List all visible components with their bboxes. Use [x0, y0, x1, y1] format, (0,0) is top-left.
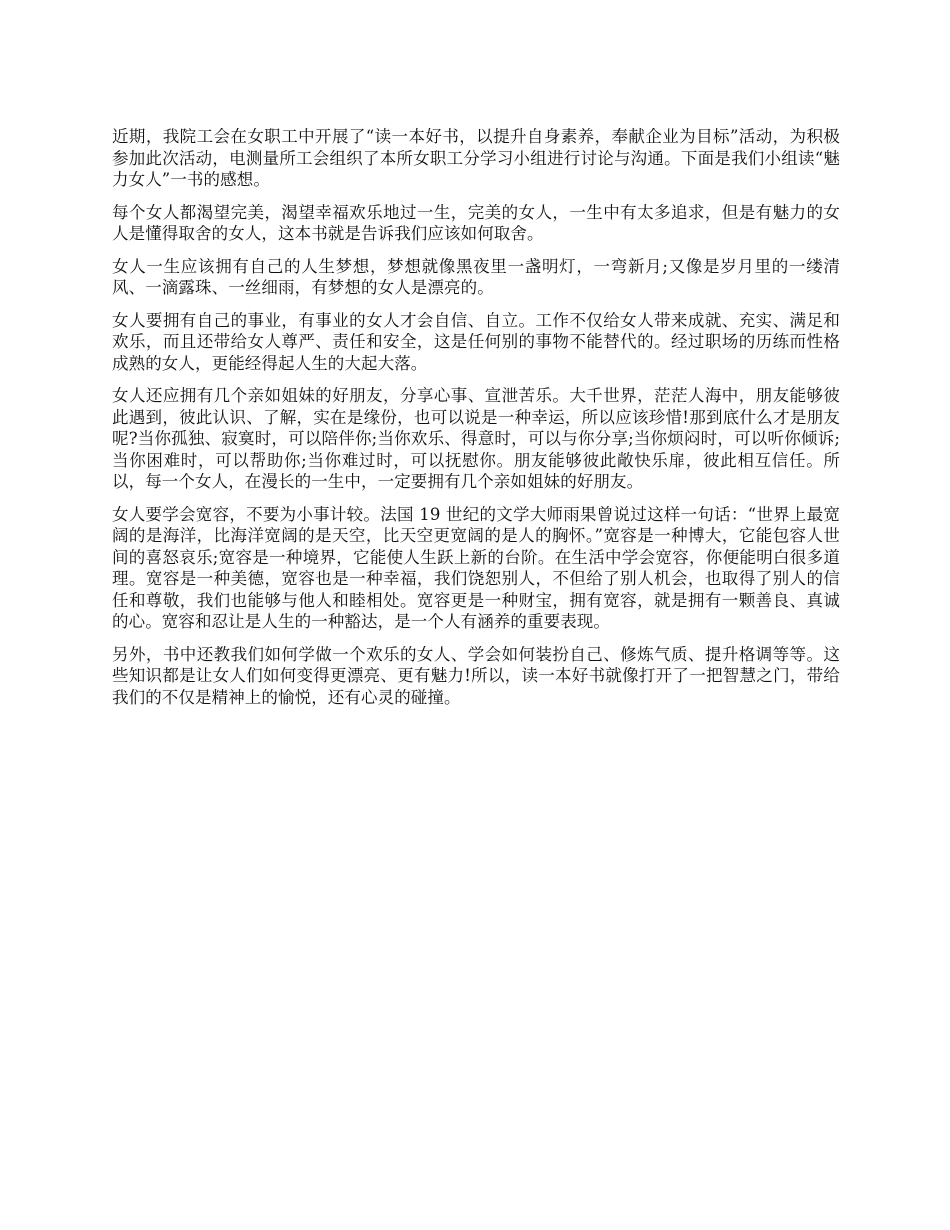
paragraph-career: 女人要拥有自己的事业，有事业的女人才会自信、自立。工作不仅给女人带来成就、充实、满足和欢乐，而且还带给女人尊严、责任和安全，这是任何别的事物不能替代的。经过职场的历练而性格成熟的女人，更能经得起人生的大起大落。 [112, 310, 840, 373]
paragraph-intro: 近期，我院工会在女职工中开展了“读一本好书，以提升自身素养，奉献企业为目标”活动，为积极参加此次活动，电测量所工会组织了本所女职工分学习小组进行讨论与沟通。下面是我们小组读“魅力女人”一书的感想。 [112, 127, 840, 189]
paragraph-tolerance: 女人要学会宽容，不要为小事计较。法国 19 世纪的文学大师雨果曾说过这样一句话：“世界上最宽阔的是海洋，比海洋宽阔的是天空，比天空更宽阔的是人的胸怀。”宽容是一种博大，它能包容人世间的喜怒哀乐;宽容是一种境界，它能使人生跃上新的台阶。在生活中学会宽容，你便能明白很多道理。宽容是一种美德，宽容也是一种幸福，我们饶恕别人，不但给了别人机会，也取得了别人的信任和尊敬，我们也能够与他人和睦相处。宽容更是一种财宝，拥有宽容，就是拥有一颗善良、真诚的心。宽容和忍让是人生的一种豁达，是一个人有涵养的重要表现。 [112, 504, 840, 631]
paragraph-friends: 女人还应拥有几个亲如姐妹的好朋友，分享心事、宣泄苦乐。大千世界，茫茫人海中，朋友能够彼此遇到，彼此认识、了解，实在是缘份，也可以说是一种幸运，所以应该珍惜!那到底什么才是朋友呢?当你孤独、寂寞时，可以陪伴你;当你欢乐、得意时，可以与你分享;当你烦闷时，可以听你倾诉;当你困难时，可以帮助你;当你难过时，可以抚慰你。朋友能够彼此敞快乐扉，彼此相互信任。所以，每一个女人，在漫长的一生中，一定要拥有几个亲如姐妹的好朋友。 [112, 386, 840, 491]
paragraph-conclusion: 另外，书中还教我们如何学做一个欢乐的女人、学会如何装扮自己、修炼气质、提升格调等等。这些知识都是让女人们如何变得更漂亮、更有魅力!所以，读一本好书就像打开了一把智慧之门，带给我们的不仅是精神上的愉悦，还有心灵的碰撞。 [112, 644, 840, 707]
paragraph-perfection: 每个女人都渴望完美，渴望幸福欢乐地过一生，完美的女人，一生中有太多追求，但是有魅力的女人是懂得取舍的女人，这本书就是告诉我们应该如何取舍。 [112, 202, 840, 243]
document-body [112, 126, 840, 719]
paragraph-dreams: 女人一生应该拥有自己的人生梦想，梦想就像黑夜里一盏明灯，一弯新月;又像是岁月里的一缕清风、一滴露珠、一丝细雨，有梦想的女人是漂亮的。 [112, 256, 840, 297]
